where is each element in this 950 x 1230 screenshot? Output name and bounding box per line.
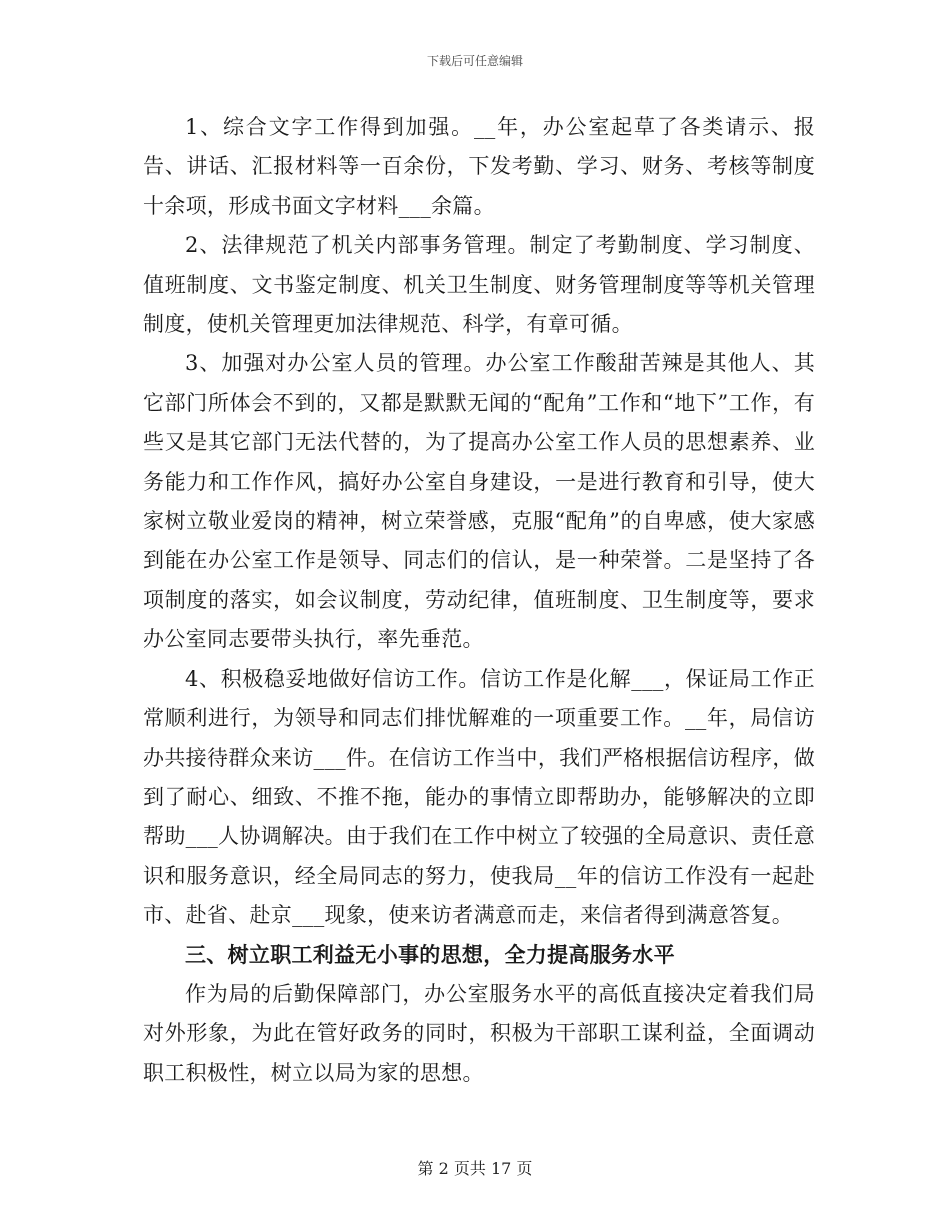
- paragraph-3: 3、加强对办公室人员的管理。办公室工作酸甜苦辣是其他人、其它部门所体会不到的，又都是默默无闻的“配角”工作和“地下”工作，有些又是其它部门无法代替的，为了提高办公室工作人员的思想素养、业务能力和工作作风，搞好办公室自身建设，一是进行教育和引导，使大家树立敬业爱岗的精神，树立荣誉感，克服“配角”的自卑感，使大家感到能在办公室工作是领导、同志们的信认，是一种荣誉。二是坚持了各项制度的落实，如会议制度，劳动纪律，值班制度、卫生制度等，要求办公室同志要带头执行，率先垂范。: [143, 351, 815, 652]
- page-header: 下载后可任意编辑: [426, 54, 523, 68]
- paragraph-4: 4、积极稳妥地做好信访工作。信访工作是化解___，保证局工作正常顺利进行，为领导和同志们排忧解难的一项重要工作。__年，局信访办共接待群众来访___件。在信访工作当中，我们严格根据信访程序，做到了耐心、细致、不推不拖，能办的事情立即帮助办，能够解决的立即帮助___人协调解决。由于我们在工作中树立了较强的全局意识、责任意识和服务意识，经全局同志的努力，使我局__年的信访工作没有一起赴市、赴省、赴京___现象，使来访者满意而走，来信者得到满意答复。: [143, 666, 815, 928]
- paragraph-2: 2、法律规范了机关内部事务管理。制定了考勤制度、学习制度、值班制度、文书鉴定制度、机关卫生制度、财务管理制度等等机关管理制度，使机关管理更加法律规范、科学，有章可循。: [143, 233, 815, 337]
- section-heading: 三、树立职工利益无小事的思想，全力提高服务水平: [185, 942, 675, 967]
- page-number: 第 2 页共 17 页: [417, 1159, 533, 1178]
- document-body: [143, 108, 815, 1093]
- closing-paragraph: 作为局的后勤保障部门，办公室服务水平的高低直接决定着我们局对外形象，为此在管好政务的同时，积极为干部职工谋利益，全面调动职工积极性，树立以局为家的思想。: [143, 981, 815, 1085]
- paragraph-1: 1、综合文字工作得到加强。__年，办公室起草了各类请示、报告、讲话、汇报材料等一百余份，下发考勤、学习、财务、考核等制度十余项，形成书面文字材料___余篇。: [143, 115, 815, 218]
